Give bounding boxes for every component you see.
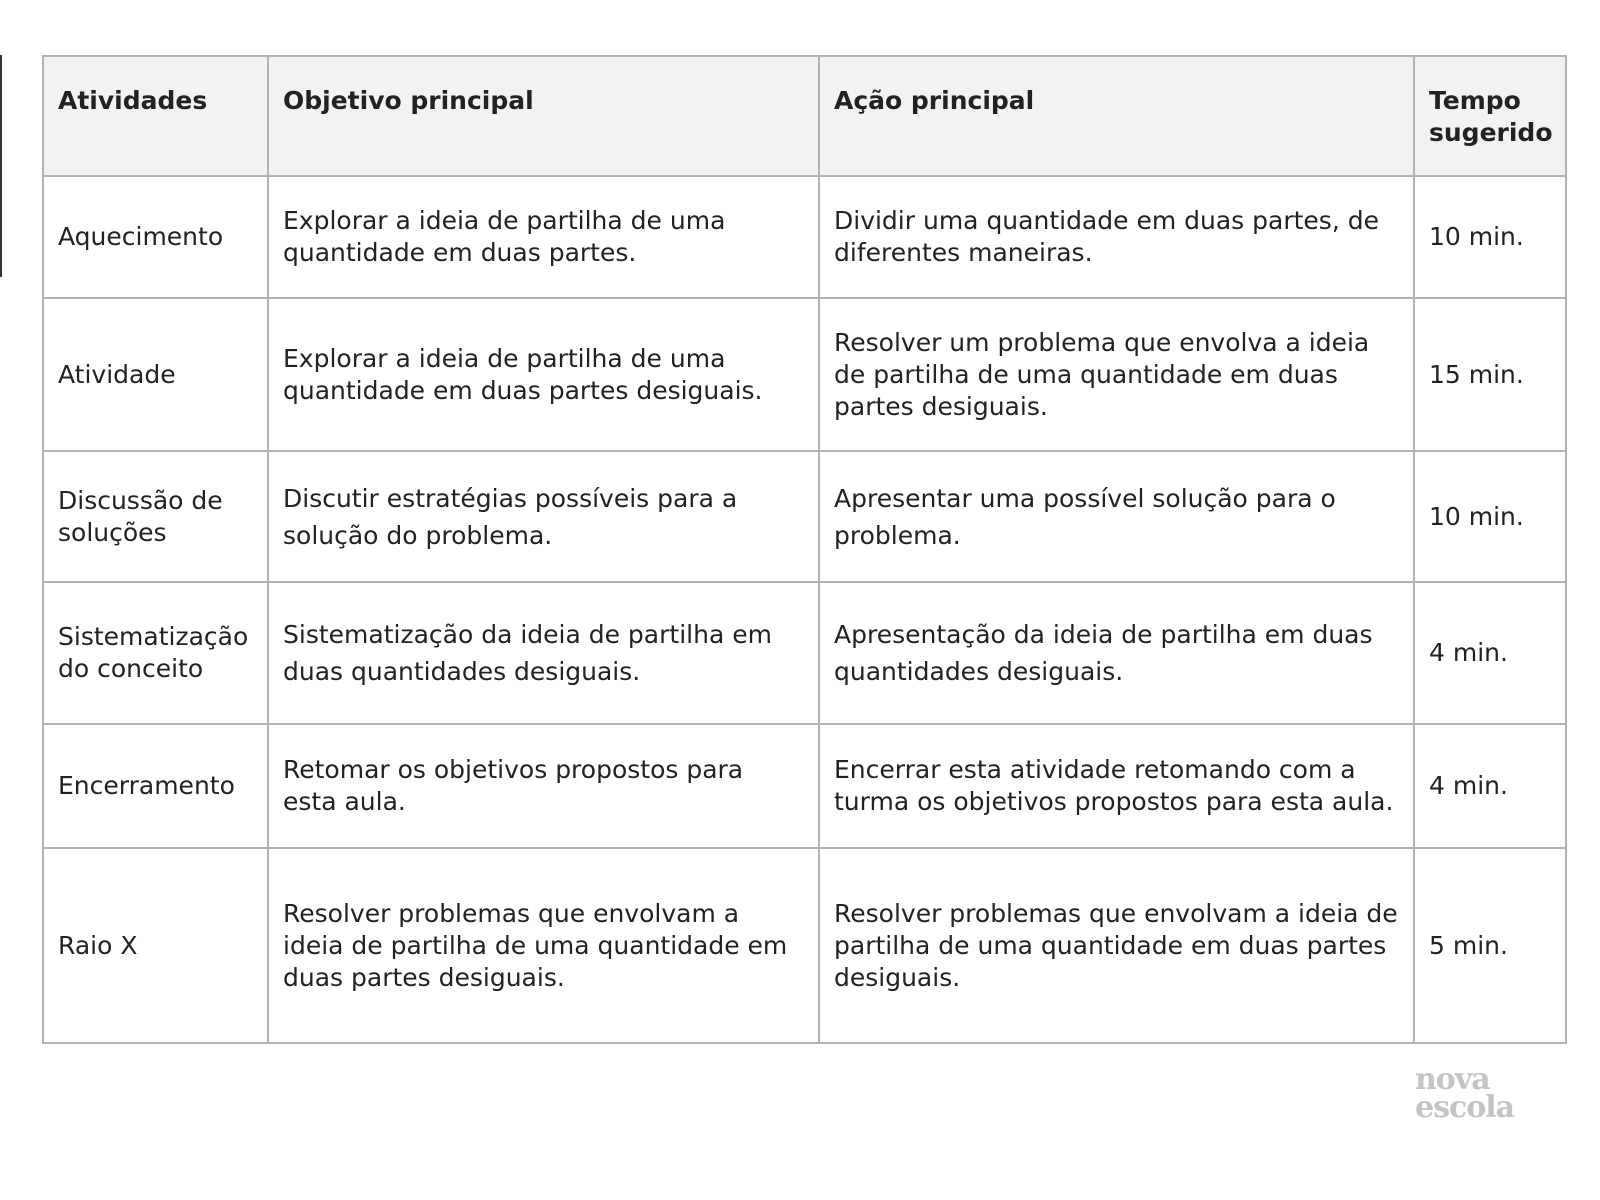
table-header-row [43, 56, 1566, 176]
cell-objetivo: Explorar a ideia de partilha de uma quantidade em duas partes. [268, 176, 819, 298]
cell-objetivo: Resolver problemas que envolvam a ideia de partilha de uma quantidade em duas partes desiguais. [268, 848, 819, 1043]
logo-line-2: escola [1415, 1090, 1515, 1125]
table-row [43, 451, 1566, 582]
cell-tempo: 10 min. [1414, 451, 1566, 582]
table-row [43, 176, 1566, 298]
table-row [43, 724, 1566, 848]
cell-tempo: 15 min. [1414, 298, 1566, 451]
lesson-plan-table [42, 55, 1567, 1044]
cell-atividade: Encerramento [43, 724, 268, 848]
header-acao: Ação principal [819, 56, 1414, 176]
cell-atividade: Discussão de soluções [43, 451, 268, 582]
cell-objetivo: Retomar os objetivos propostos para esta aula. [268, 724, 819, 848]
cell-acao: Dividir uma quantidade em duas partes, de diferentes maneiras. [819, 176, 1414, 298]
cell-atividade: Raio X [43, 848, 268, 1043]
table-row [43, 298, 1566, 451]
cell-objetivo: Discutir estratégias possíveis para a solução do problema. [268, 451, 819, 582]
header-atividades: Atividades [43, 56, 268, 176]
cell-tempo: 5 min. [1414, 848, 1566, 1043]
cell-objetivo: Sistematização da ideia de partilha em duas quantidades desiguais. [268, 582, 819, 724]
cell-acao: Apresentação da ideia de partilha em duas quantidades desiguais. [819, 582, 1414, 724]
cell-acao: Resolver um problema que envolva a ideia de partilha de uma quantidade em duas partes desiguais. [819, 298, 1414, 451]
cell-objetivo: Explorar a ideia de partilha de uma quantidade em duas partes desiguais. [268, 298, 819, 451]
cell-atividade: Sistematização do conceito [43, 582, 268, 724]
cell-atividade: Atividade [43, 298, 268, 451]
header-tempo: Tempo sugerido [1414, 56, 1566, 176]
cell-tempo: 10 min. [1414, 176, 1566, 298]
cell-atividade: Aquecimento [43, 176, 268, 298]
nova-escola-logo [1415, 1062, 1535, 1125]
cell-acao: Apresentar uma possível solução para o problema. [819, 451, 1414, 582]
cell-tempo: 4 min. [1414, 724, 1566, 848]
left-edge-divider [0, 55, 2, 277]
cell-tempo: 4 min. [1414, 582, 1566, 724]
cell-acao: Resolver problemas que envolvam a ideia de partilha de uma quantidade em duas partes desiguais. [819, 848, 1414, 1043]
logo-line-1: nova [1415, 1062, 1490, 1097]
table-row [43, 582, 1566, 724]
table-row [43, 848, 1566, 1043]
cell-acao: Encerrar esta atividade retomando com a turma os objetivos propostos para esta aula. [819, 724, 1414, 848]
header-objetivo: Objetivo principal [268, 56, 819, 176]
